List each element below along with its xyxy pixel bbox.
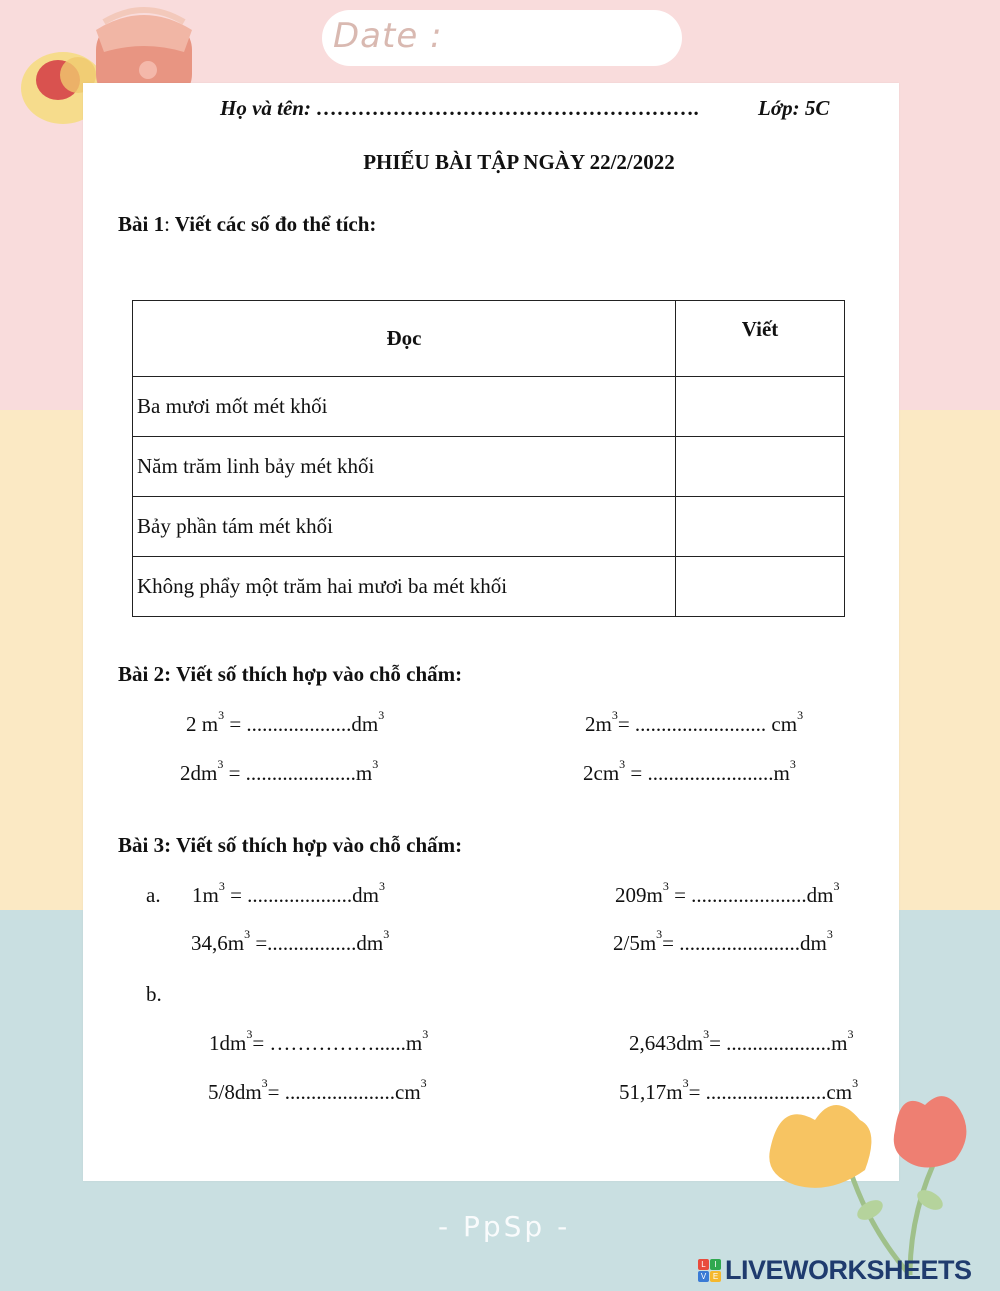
brand-letter: E xyxy=(710,1271,721,1282)
sup-3: 3 xyxy=(383,927,390,941)
bai3-item-blank[interactable]: = ....................dm xyxy=(224,883,380,907)
page-title: PHIẾU BÀI TẬP NGÀY 22/2/2022 xyxy=(363,150,675,174)
row-write-input[interactable] xyxy=(676,557,845,617)
table-row xyxy=(133,437,845,497)
row-read-cell: Bảy phần tám mét khối xyxy=(133,497,676,557)
bai3-label-a: a. xyxy=(146,883,161,907)
brand-letter: I xyxy=(710,1259,721,1270)
bai3-item[interactable] xyxy=(192,879,386,908)
bai1-heading xyxy=(118,212,376,237)
sup-3: 3 xyxy=(218,879,225,893)
bai2-item-left: 2 m xyxy=(186,712,219,736)
date-label: Date : xyxy=(333,16,443,56)
liveworksheets-logo[interactable] xyxy=(698,1255,972,1285)
sup-3: 3 xyxy=(379,879,386,893)
bai2-item-left: 2m xyxy=(585,712,612,736)
name-field[interactable]: Họ và tên: ………………………………………………. xyxy=(220,96,700,120)
sup-3: 3 xyxy=(261,1076,268,1090)
sup-3: 3 xyxy=(246,1027,253,1041)
sup-3: 3 xyxy=(847,1027,854,1041)
sup-3: 3 xyxy=(218,708,225,722)
bai3-item[interactable] xyxy=(615,879,840,908)
sup-3: 3 xyxy=(217,757,224,771)
sup-3: 3 xyxy=(378,708,385,722)
table-row xyxy=(133,497,845,557)
sup-3: 3 xyxy=(797,708,804,722)
bai1-heading-colon: : xyxy=(164,212,170,236)
bai3-item-blank[interactable]: = .....................cm xyxy=(267,1080,421,1104)
bai2-item[interactable] xyxy=(186,708,385,737)
signature-mark: - PpSp - xyxy=(438,1210,571,1243)
sup-3: 3 xyxy=(789,757,796,771)
sup-3: 3 xyxy=(656,927,663,941)
bai3-item-left: 2,643dm xyxy=(629,1031,704,1055)
bai3-item-blank[interactable]: = ......................dm xyxy=(668,883,834,907)
sup-3: 3 xyxy=(682,1076,689,1090)
row-read-cell: Năm trăm linh bảy mét khối xyxy=(133,437,676,497)
bai3-heading: Bài 3: Viết số thích hợp vào chỗ chấm: xyxy=(118,833,463,857)
sup-3: 3 xyxy=(611,708,618,722)
bai3-item[interactable] xyxy=(209,1027,429,1056)
bai3-item[interactable] xyxy=(191,927,390,956)
bai3-item[interactable] xyxy=(629,1027,854,1056)
brand-badge-icon xyxy=(698,1259,721,1282)
col-write-header: Viết xyxy=(676,301,845,377)
table-header-row xyxy=(133,301,845,377)
class-label: Lớp: 5C xyxy=(758,96,830,120)
sup-3: 3 xyxy=(662,879,669,893)
brand-letter: V xyxy=(698,1271,709,1282)
bai2-item-blank[interactable]: = ....................dm xyxy=(224,712,379,736)
bai3-item-left: 2/5m xyxy=(613,931,657,955)
bai2-item[interactable] xyxy=(583,757,796,786)
sup-3: 3 xyxy=(422,1027,429,1041)
bai3-item[interactable] xyxy=(208,1076,427,1105)
row-write-input[interactable] xyxy=(676,497,845,557)
sup-3: 3 xyxy=(833,879,840,893)
col-read-header: Đọc xyxy=(133,301,676,377)
bai3-item-blank[interactable]: = ……………......m xyxy=(252,1031,423,1055)
sup-3: 3 xyxy=(244,927,251,941)
tulip-flowers-icon xyxy=(760,1090,990,1280)
bai2-item-blank[interactable]: = .....................m xyxy=(223,761,373,785)
bai2-item-left: 2dm xyxy=(180,761,218,785)
bai3-item-blank[interactable]: = ....................m xyxy=(709,1031,848,1055)
worksheet-sheet xyxy=(83,83,899,1181)
bai3-item-left: 51,17m xyxy=(619,1080,683,1104)
sup-3: 3 xyxy=(372,757,379,771)
sup-3: 3 xyxy=(703,1027,710,1041)
row-write-input[interactable] xyxy=(676,437,845,497)
bai2-item-blank[interactable]: = ......................... cm xyxy=(617,712,798,736)
bai3-item-blank[interactable]: = .......................cm xyxy=(688,1080,853,1104)
bai3-item-left: 5/8dm xyxy=(208,1080,262,1104)
bai3-item[interactable] xyxy=(613,927,833,956)
bai2-item-left: 2cm xyxy=(583,761,620,785)
bai2-item[interactable] xyxy=(180,757,379,786)
bai1-heading-label: Bài 1 xyxy=(118,212,165,236)
row-write-input[interactable] xyxy=(676,377,845,437)
bai3-item-left: 209m xyxy=(615,883,663,907)
bai3-item-blank[interactable]: =.................dm xyxy=(250,931,384,955)
sup-3: 3 xyxy=(852,1076,859,1090)
bai2-heading: Bài 2: Viết số thích hợp vào chỗ chấm: xyxy=(118,662,463,686)
table-row xyxy=(133,377,845,437)
brand-letter: L xyxy=(698,1259,709,1270)
bai3-label-b: b. xyxy=(146,982,162,1006)
brand-text: LIVEWORKSHEETS xyxy=(725,1254,972,1285)
row-read-cell: Không phẩy một trăm hai mươi ba mét khối xyxy=(133,557,676,617)
volume-table xyxy=(132,300,845,617)
row-read-cell: Ba mươi mốt mét khối xyxy=(133,377,676,437)
table-row xyxy=(133,557,845,617)
bai3-item-left: 34,6m xyxy=(191,931,245,955)
bai1-heading-text: Viết các số đo thể tích: xyxy=(169,212,377,236)
bai3-item-left: 1m xyxy=(192,883,219,907)
bai2-item[interactable] xyxy=(585,708,804,737)
bai3-item-blank[interactable]: = .......................dm xyxy=(662,931,827,955)
sup-3: 3 xyxy=(420,1076,427,1090)
sup-3: 3 xyxy=(826,927,833,941)
bai3-item-left: 1dm xyxy=(209,1031,247,1055)
bai2-item-blank[interactable]: = ........................m xyxy=(625,761,790,785)
sup-3: 3 xyxy=(619,757,626,771)
